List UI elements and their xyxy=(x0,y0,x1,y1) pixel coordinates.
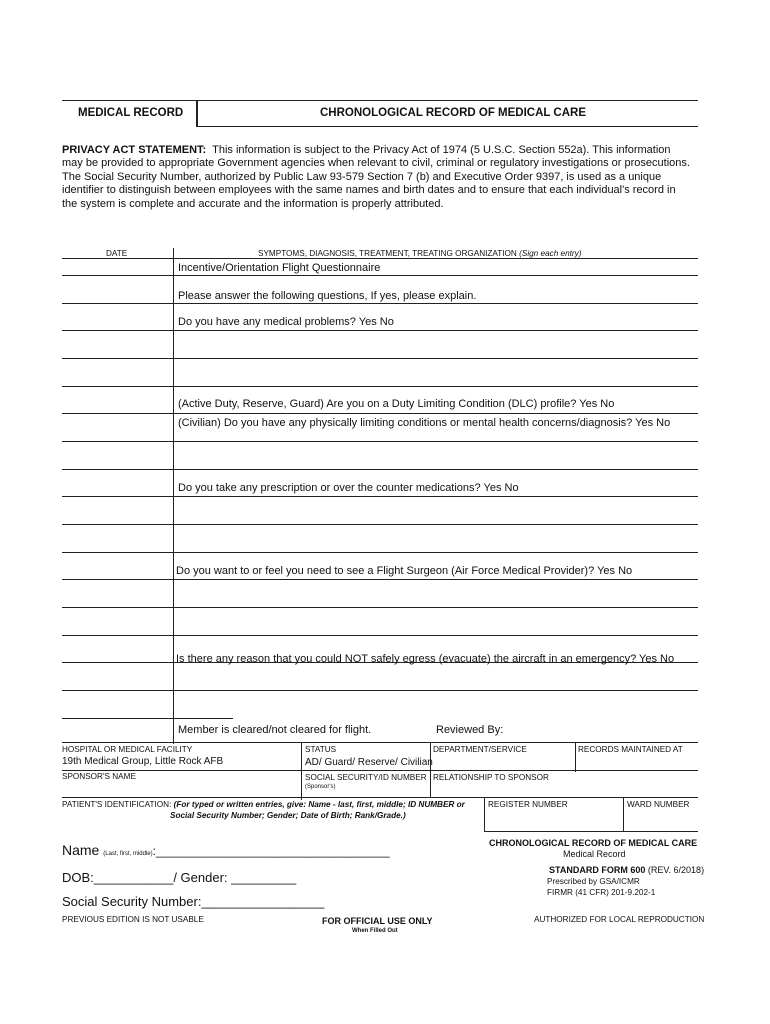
patient-name-line[interactable]: Name (Last, first, middle):___________________________________ xyxy=(62,842,390,858)
form-title-footer: CHRONOLOGICAL RECORD OF MEDICAL CARE xyxy=(489,838,698,848)
privacy-line-4: identifier to distinguish between employees with the same names and birth dates and to ensure that each individual's record in xyxy=(62,184,676,197)
question-medications: Do you take any prescription or over the counter medications? Yes No xyxy=(178,482,519,494)
header-form-title: CHRONOLOGICAL RECORD OF MEDICAL CARE xyxy=(320,107,586,119)
sponsor-name-label: SPONSOR'S NAME xyxy=(62,772,136,781)
question-egress: Is there any reason that you could NOT safely egress (evacuate) the aircraft in an emergency? Yes No xyxy=(176,653,675,665)
previous-edition-note: PREVIOUS EDITION IS NOT USABLE xyxy=(62,915,204,924)
department-label: DEPARTMENT/SERVICE xyxy=(433,745,527,754)
ssn-label: SOCIAL SECURITY/ID NUMBER xyxy=(305,773,427,782)
firmr-citation: FIRMR (41 CFR) 201-9.202-1 xyxy=(547,888,656,897)
privacy-label: PRIVACY ACT STATEMENT: xyxy=(62,144,207,156)
ssn-entry-line[interactable]: Social Security Number:_________________ xyxy=(62,894,325,909)
relationship-label: RELATIONSHIP TO SPONSOR xyxy=(433,773,549,782)
privacy-line-5: the system is complete and accurate and the information is properly attributed. xyxy=(62,197,444,210)
date-column-header: DATE xyxy=(106,249,128,258)
status-label: STATUS xyxy=(305,745,337,754)
form-number: STANDARD FORM 600 (REV. 6/2018) xyxy=(549,865,705,875)
facility-value: 19th Medical Group, Little Rock AFB xyxy=(62,756,224,767)
question-medical-problems: Do you have any medical problems? Yes No xyxy=(178,316,394,328)
symptoms-column-header: SYMPTOMS, DIAGNOSIS, TREATMENT, TREATING ORGANIZATION (Sign each entry) xyxy=(258,249,582,258)
status-value: AD/ Guard/ Reserve/ Civilian xyxy=(305,757,433,768)
register-number-label: REGISTER NUMBER xyxy=(488,800,568,809)
privacy-statement xyxy=(62,144,690,211)
dob-gender-line[interactable]: DOB:___________/ Gender: _________ xyxy=(62,870,297,885)
patient-id-note: Social Security Number; Gender; Date of Birth; Rank/Grade.) xyxy=(170,811,406,820)
ward-number-label: WARD NUMBER xyxy=(627,800,690,809)
patient-id-label: PATIENT'S IDENTIFICATION: (For typed or written entries, give: Name - last, first, middle; ID NUMBER or xyxy=(62,800,465,809)
questionnaire-title: Incentive/Orientation Flight Questionnaire xyxy=(178,262,381,274)
question-civilian-conditions: (Civilian) Do you have any physically limiting conditions or mental health concerns/diagnosis? Yes No xyxy=(178,417,671,429)
privacy-line-1: This information is subject to the Privacy Act of 1974 (5 U.S.C. Section 552a). This information xyxy=(212,144,671,156)
form-subtitle: Medical Record xyxy=(563,849,626,859)
ssn-sponsor-note: (Sponsor's) xyxy=(305,784,336,790)
facility-label: HOSPITAL OR MEDICAL FACILITY xyxy=(62,745,193,754)
records-maintained-label: RECORDS MAINTAINED AT xyxy=(578,745,683,754)
when-filled-note: When Filled Out xyxy=(352,928,398,934)
questionnaire-instructions: Please answer the following questions, If yes, please explain. xyxy=(178,290,477,302)
prescribed-by: Prescribed by GSA/ICMR xyxy=(547,877,640,886)
cleared-statement: Member is cleared/not cleared for flight. xyxy=(178,724,372,736)
header-medical-record: MEDICAL RECORD xyxy=(78,107,184,119)
privacy-line-3: The Social Security Number, authorized by Public Law 93-579 Section 7 (b) and Executive Order 9397, is used as a unique xyxy=(62,170,662,183)
question-flight-surgeon: Do you want to or feel you need to see a Flight Surgeon (Air Force Medical Provider)? Yes No xyxy=(176,565,633,577)
reviewed-by-label: Reviewed By: xyxy=(436,724,504,736)
privacy-line-2: may be provided to appropriate Government agencies when relevant to civil, criminal or regulatory investigations or prosecutions. xyxy=(62,157,690,170)
authorized-reproduction-note: AUTHORIZED FOR LOCAL REPRODUCTION xyxy=(534,915,705,924)
official-use-note: FOR OFFICIAL USE ONLY xyxy=(322,916,433,926)
question-dlc-profile: (Active Duty, Reserve, Guard) Are you on a Duty Limiting Condition (DLC) profile? Yes No xyxy=(178,398,615,410)
